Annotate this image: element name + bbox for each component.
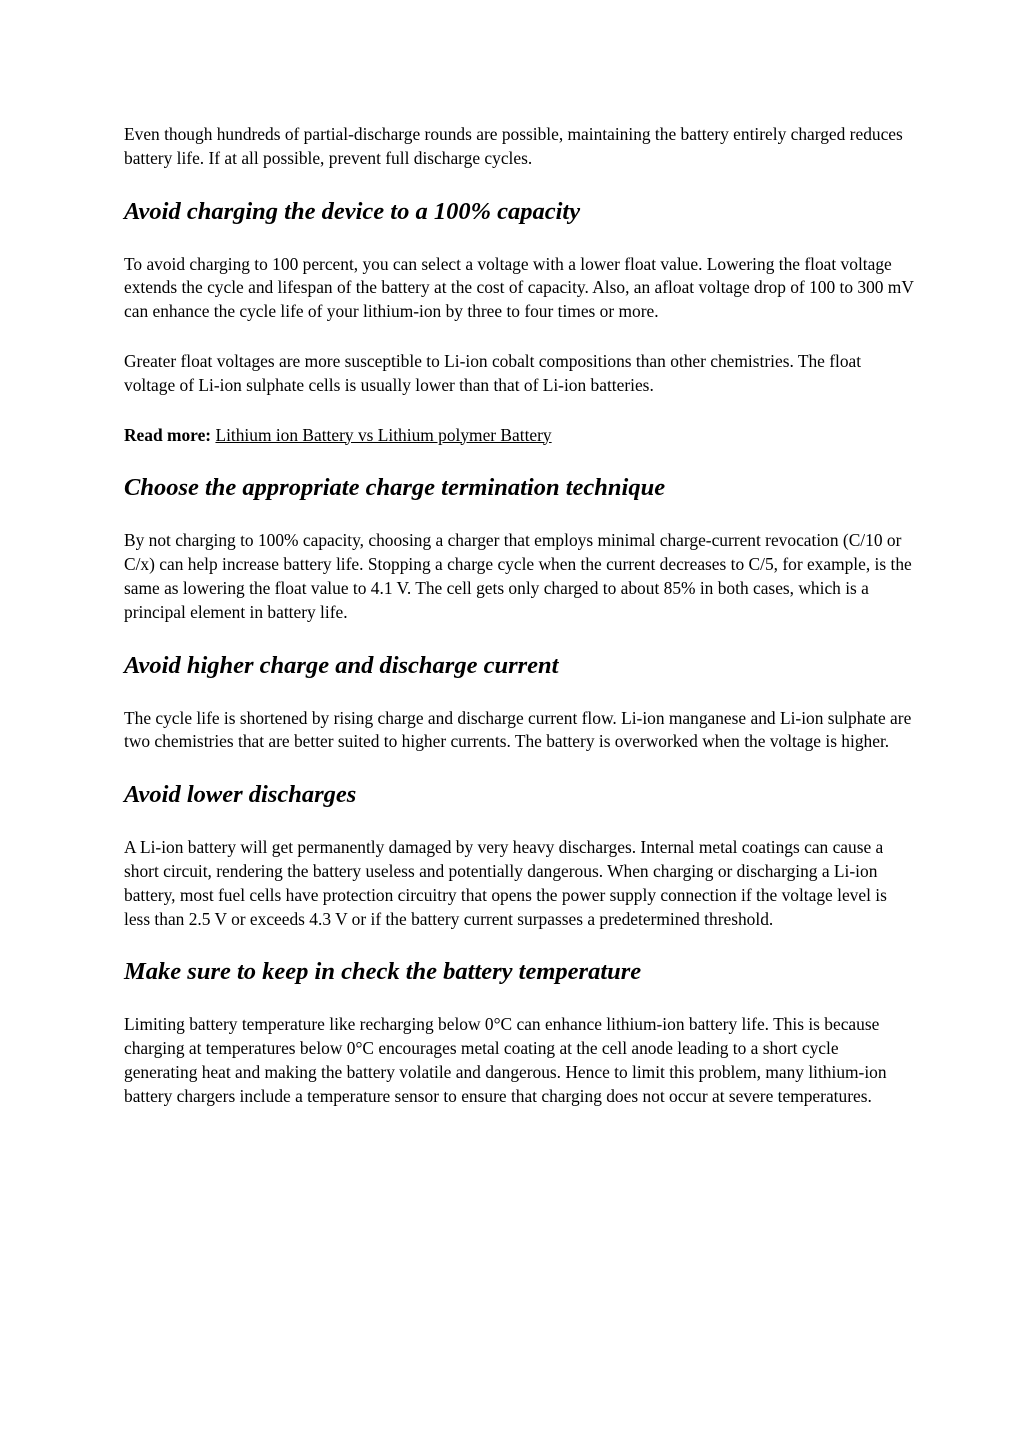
read-more-link[interactable]: Lithium ion Battery vs Lithium polymer Battery [215,424,552,445]
intro-paragraph: Even though hundreds of partial-discharge rounds are possible, maintaining the battery entirely charged reduces battery life. If at all possible, prevent full discharge cycles. [124,124,903,168]
heading-charge-termination: Choose the appropriate charge termination technique [124,474,666,502]
heading-avoid-full-charge: Avoid charging the device to a 100% capacity [124,197,581,225]
heading-battery-temperature: Make sure to keep in check the battery temperature [124,958,642,986]
document-page [124,123,914,1109]
paragraph-lower-discharges: A Li-ion battery will get permanently damaged by very heavy discharges. Internal metal coatings can cause a short circuit, rendering the battery useless and potentially dangerous. When charging or discharging a Li-ion battery, most fuel cells have protection circuitry that opens the power supply connection if the voltage level is less than 2.5 V or exceeds 4.3 V or if the battery current surpasses a predetermined threshold. [124,837,887,929]
paragraph-charge-termination: By not charging to 100% capacity, choosing a charger that employs minimal charge-current revocation (C/10 or C/x) can help increase battery life. Stopping a charge cycle when the current decreases to C/5, for example, is the same as lowering the float value to 4.1 V. The cell gets only charged to about 85% in both cases, which is a principal element in battery life. [124,530,912,622]
heading-lower-discharges: Avoid lower discharges [124,781,357,809]
heading-higher-current: Avoid higher charge and discharge current [124,651,559,679]
paragraph-battery-temperature: Limiting battery temperature like recharging below 0°C can enhance lithium-ion battery life. This is because charging at temperatures below 0°C encourages metal coating at the cell anode leading to a short cycle generating heat and making the battery volatile and dangerous. Hence to limit this problem, many lithium-ion battery chargers include a temperature sensor to ensure that charging does not occur at severe temperatures. [124,1014,887,1106]
read-more-label: Read more: [124,424,212,445]
read-more-line [124,424,914,448]
paragraph-cobalt-compositions: Greater float voltages are more susceptible to Li-ion cobalt compositions than other chemistries. The float voltage of Li-ion sulphate cells is usually lower than that of Li-ion batteries. [124,350,862,395]
paragraph-higher-current: The cycle life is shortened by rising charge and discharge current flow. Li-ion manganese and Li-ion sulphate are two chemistries that are better suited to higher currents. The battery is overworked when the voltage is higher. [124,707,912,752]
paragraph-float-voltage: To avoid charging to 100 percent, you can select a voltage with a lower float value. Lowering the float voltage extends the cycle and lifespan of the battery at the cost of capacity. Also, an afloat voltage drop of 100 to 300 mV can enhance the cycle life of your lithium-ion by three to four times or more. [124,253,914,322]
